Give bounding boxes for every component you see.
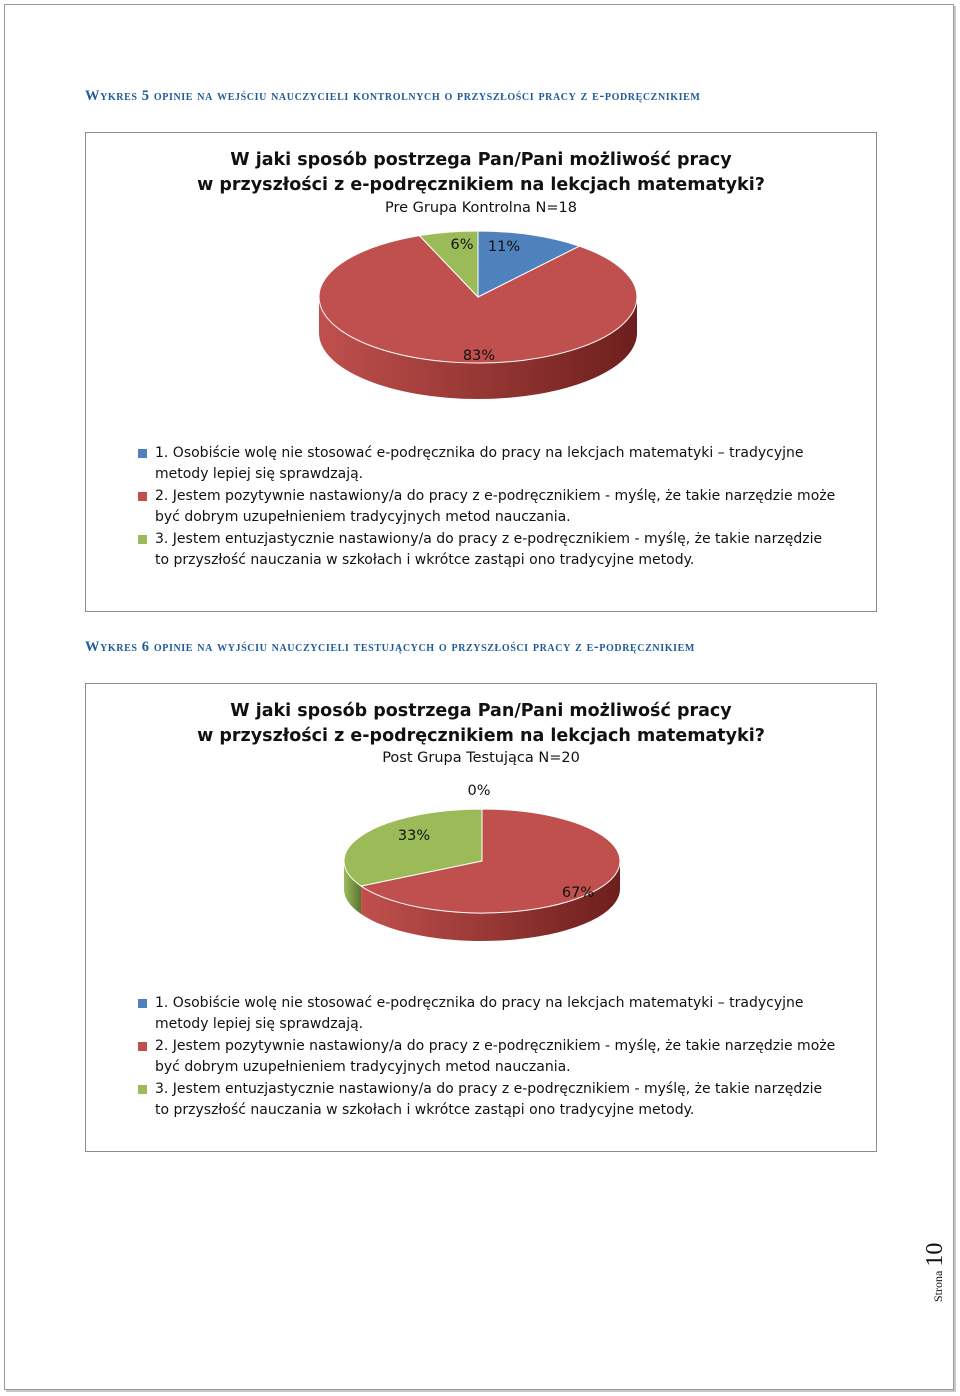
legend-item-3 xyxy=(138,529,838,571)
page-number xyxy=(916,1230,956,1310)
page-number-value: 10 xyxy=(922,1242,948,1267)
chart-subtitle: Pre Grupa Kontrolna N=18 xyxy=(385,200,577,216)
legend-marker xyxy=(138,535,147,544)
pie-data-label: 0% xyxy=(467,783,491,799)
legend-marker xyxy=(138,1042,147,1051)
chart-6 xyxy=(85,683,877,1152)
legend-item-1 xyxy=(138,443,838,485)
legend-label: 1. Osobiście wolę nie stosować e-podręcznika do pracy na lekcjach matematyki – tradycyjne metody lepiej się sprawdzają. xyxy=(155,995,804,1032)
legend-item-3 xyxy=(138,1079,838,1121)
caption-number: Wykres 6 xyxy=(85,639,150,655)
legend-marker xyxy=(138,999,147,1008)
pie-data-label: 6% xyxy=(450,237,474,253)
legend-label: 2. Jestem pozytywnie nastawiony/a do pracy z e-podręcznikiem - myślę, że takie narzędzie może być dobrym uzupełnieniem tradycyjnych metod nauczania. xyxy=(155,488,836,525)
figure-caption-5 xyxy=(85,84,877,108)
legend-marker xyxy=(138,1085,147,1094)
caption-text: opinie na wyjściu nauczycieli testujących o przyszłości pracy z e-podręcznikiem xyxy=(149,639,695,655)
pie-data-label: 11% xyxy=(487,239,521,255)
pie-chart xyxy=(86,684,876,984)
figure-caption-6 xyxy=(85,635,877,659)
legend-label: 3. Jestem entuzjastycznie nastawiony/a do pracy z e-podręcznikiem - myślę, że takie narzędzie to przyszłość nauczania w szkołach i wkrótce zastąpi ono tradycyjne metody. xyxy=(155,531,823,568)
pie-data-label: 67% xyxy=(561,885,595,901)
legend-item-1 xyxy=(138,993,838,1035)
chart-title: W jaki sposób postrzega Pan/Pani możliwość pracy w przyszłości z e-podręcznikiem na lekcjach matematyki? xyxy=(197,701,765,746)
chart-subtitle: Post Grupa Testująca N=20 xyxy=(382,750,580,766)
page-label: Strona xyxy=(931,1270,945,1302)
chart-5 xyxy=(85,132,877,612)
pie-chart xyxy=(86,133,876,433)
caption-text: opinie na wejściu nauczycieli kontrolnych o przyszłości pracy z e-podręcznikiem xyxy=(149,88,701,104)
pie-data-label: 83% xyxy=(462,348,496,364)
chart-legend xyxy=(138,993,838,1122)
chart-title: W jaki sposób postrzega Pan/Pani możliwość pracy w przyszłości z e-podręcznikiem na lekcjach matematyki? xyxy=(197,150,765,195)
legend-item-2 xyxy=(138,486,838,528)
legend-label: 3. Jestem entuzjastycznie nastawiony/a do pracy z e-podręcznikiem - myślę, że takie narzędzie to przyszłość nauczania w szkołach i wkrótce zastąpi ono tradycyjne metody. xyxy=(155,1081,823,1118)
legend-marker xyxy=(138,492,147,501)
legend-label: 1. Osobiście wolę nie stosować e-podręcznika do pracy na lekcjach matematyki – tradycyjne metody lepiej się sprawdzają. xyxy=(155,445,804,482)
chart-legend xyxy=(138,443,838,572)
pie-data-label: 33% xyxy=(397,828,431,844)
legend-marker xyxy=(138,449,147,458)
legend-label: 2. Jestem pozytywnie nastawiony/a do pracy z e-podręcznikiem - myślę, że takie narzędzie może być dobrym uzupełnieniem tradycyjnych metod nauczania. xyxy=(155,1038,836,1075)
legend-item-2 xyxy=(138,1036,838,1078)
caption-number: Wykres 5 xyxy=(85,88,150,104)
